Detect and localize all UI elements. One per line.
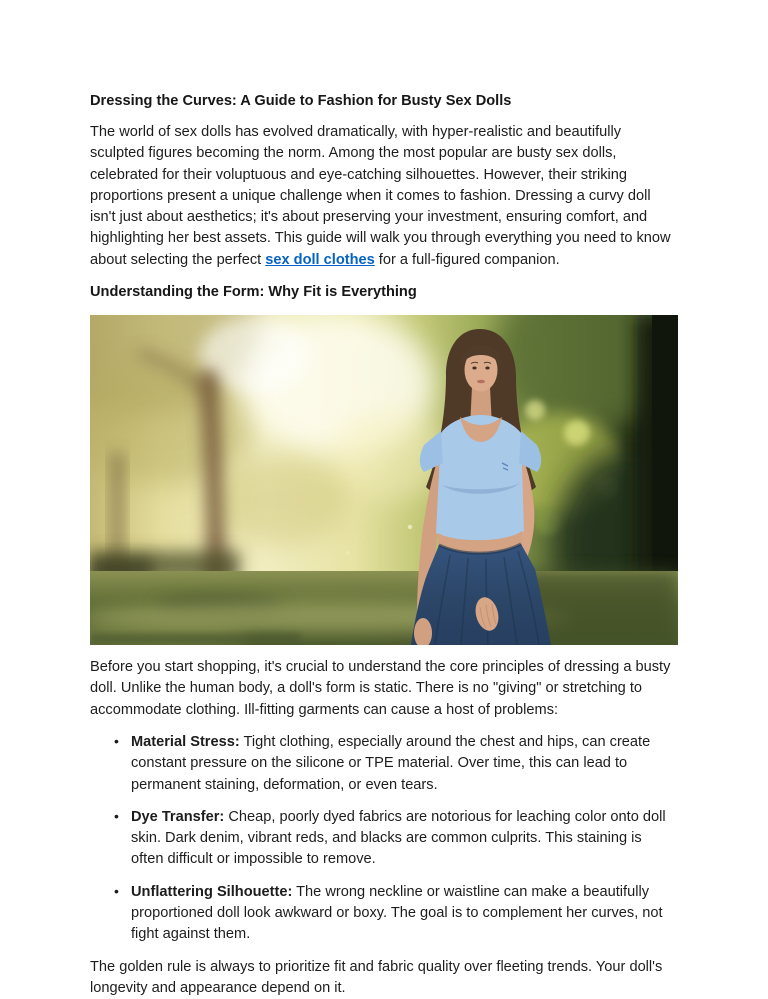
park-photo-illustration [90, 315, 678, 645]
article-title: Dressing the Curves: A Guide to Fashion for Busty Sex Dolls [90, 93, 512, 109]
intro-text-before-link: The world of sex dolls has evolved dramatically, with hyper-realistic and beautifully sculpted figures becoming the norm. Among the most popular are busty sex dolls, celebrated for their voluptuous and eye-catching silhouettes. However, their striking proportions present a unique challenge when it comes to fashion. Dressing a curvy doll isn't just about aesthetics; it's about preserving your investment, ensuring comfort, and highlighting her best assets. This guide will walk you through everything you need to know about selecting the perfect [90, 124, 671, 268]
bullet-text: Tight clothing, especially around the chest and hips, can create constant pressure on the silicone or TPE material. Over time, this can lead to permanent staining, deformation, or even tears. [131, 733, 651, 793]
body-paragraph: Before you start shopping, it's crucial to understand the core principles of dressing a busty doll. Unlike the human body, a doll's form is static. There is no "giving" or stretching to accommodate clothing. Ill-fitting garments can cause a host of problems: [90, 659, 671, 718]
grass [90, 571, 678, 645]
intro-text-after-link: for a full-figured companion. [374, 251, 560, 268]
bullet-item-material-stress [90, 732, 678, 796]
article-photo [90, 315, 678, 645]
bullet-item-unflattering-silhouette [90, 882, 678, 946]
bullet-list [90, 732, 678, 946]
bullet-item-dye-transfer [90, 807, 678, 871]
sex-doll-clothes-link[interactable]: sex doll clothes [265, 251, 375, 268]
bullet-text: Cheap, poorly dyed fabrics are notorious for leaching color onto doll skin. Dark denim, vibrant reds, and blacks are common culprits. This staining is often difficult or impossible to remove. [131, 808, 666, 868]
section-heading: Understanding the Form: Why Fit is Everything [90, 284, 417, 301]
intro-paragraph [90, 122, 678, 271]
bullet-dot: • [114, 732, 119, 749]
bullet-text: The wrong neckline or waistline can make a beautifully proportioned doll look awkward or boxy. The goal is to complement her curves, not fight against them. [131, 883, 663, 943]
bullet-lead: Dye Transfer: [131, 808, 225, 825]
bullet-lead: Unflattering Silhouette: [131, 883, 293, 900]
closing-paragraph: The golden rule is always to prioritize fit and fabric quality over fleeting trends. Your doll's longevity and appearance depend on it. [90, 958, 663, 996]
bullet-lead: Material Stress: [131, 733, 240, 750]
bullet-dot: • [114, 807, 119, 824]
bullet-dot: • [114, 882, 119, 899]
